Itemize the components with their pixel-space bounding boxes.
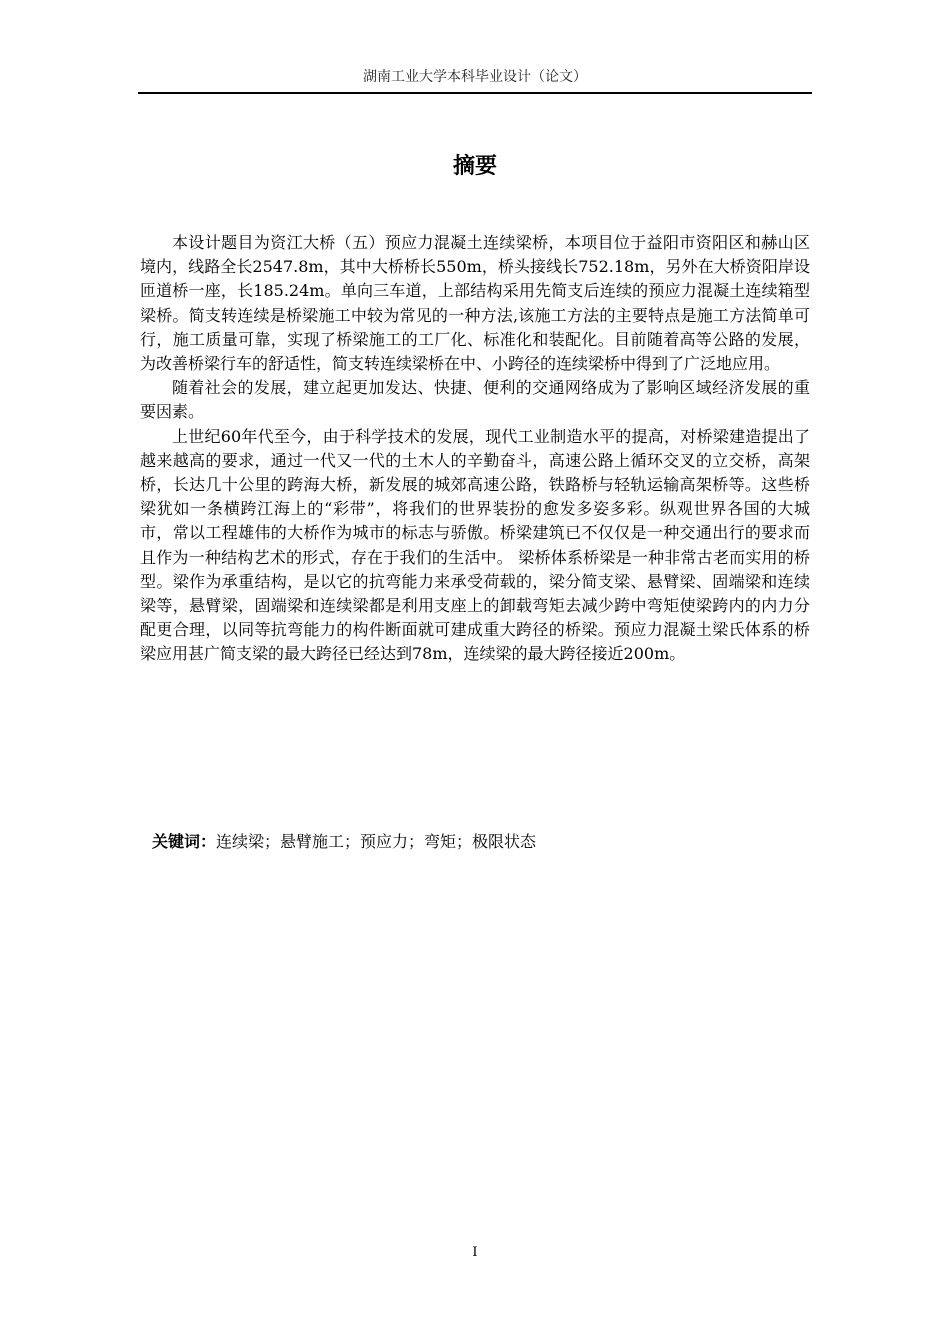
keywords-line xyxy=(152,829,802,855)
header-divider xyxy=(138,92,812,94)
abstract-title: 摘要 xyxy=(452,154,497,179)
abstract-paragraph-1: 本设计题目为资江大桥（五）预应力混凝土连续梁桥，本项目位于益阳市资阳区和赫山区境内，线路全长2547.8m，其中大桥桥长550m，桥头接线长752.18m，另外在大桥资阳岸设匝道桥一座，长185.24m。单向三车道，上部结构采用先简支后连续的预应力混凝土连续箱型梁桥。简支转连续是桥梁施工中较为常见的一种方法,该施工方法的主要特点是施工方法简单可行，施工质量可靠，实现了桥梁施工的工厂化、标准化和装配化。目前随着高等公路的发展，为改善桥梁行车的舒适性，简支转连续梁桥在中、小跨径的连续梁桥中得到了广泛地应用。 xyxy=(140,233,810,374)
keywords-text: 连续梁；悬臂施工；预应力；弯矩；极限状态 xyxy=(216,832,537,851)
page-number: I xyxy=(472,1245,478,1260)
abstract-body xyxy=(140,231,810,667)
abstract-paragraph-3: 上世纪60年代至今，由于科学技术的发展，现代工业制造水平的提高，对桥梁建造提出了越来越高的要求，通过一代又一代的土木人的辛勤奋斗，高速公路上循环交叉的立交桥，高架桥，长达几十公里的跨海大桥，新发展的城郊高速公路，铁路桥与轻轨运输高架桥等。这些桥梁犹如一条横跨江海上的“彩带”，将我们的世界装扮的愈发多姿多彩。纵观世界各国的大城市，常以工程雄伟的大桥作为城市的标志与骄傲。桥梁建筑已不仅仅是一种交通出行的要求而且作为一种结构艺术的形式，存在于我们的生活中。 梁桥体系桥梁是一种非常古老而实用的桥型。梁作为承重结构，是以它的抗弯能力来承受荷载的，梁分简支梁、悬臂梁、固端梁和连续梁等，悬臂梁，固端梁和连续梁都是利用支座上的卸载弯矩去减少跨中弯矩使梁跨内的内力分配更合理，以同等抗弯能力的构件断面就可建成重大跨径的桥梁。预应力混凝土梁氏体系的桥梁应用甚广简支梁的最大跨径已经达到78m，连续梁的最大跨径接近200m。 xyxy=(140,426,810,664)
abstract-paragraph-2: 随着社会的发展，建立起更加发达、快捷、便利的交通网络成为了影响区域经济发展的重要因素。 xyxy=(140,378,810,422)
keywords-label: 关键词： xyxy=(152,832,217,851)
running-header: 湖南工业大学本科毕业设计（论文） xyxy=(363,69,587,85)
